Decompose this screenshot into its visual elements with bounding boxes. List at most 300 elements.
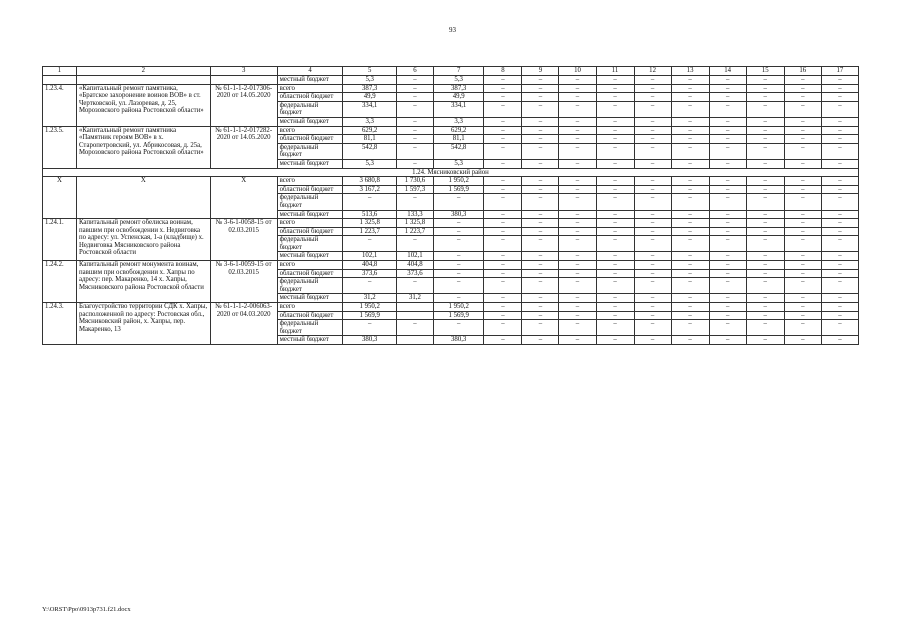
value-col-15: – bbox=[746, 84, 784, 93]
value-col-17: – bbox=[821, 303, 858, 312]
value-col-14: – bbox=[709, 126, 746, 135]
value-col-12: – bbox=[634, 278, 671, 294]
funding-source: федеральный бюджет bbox=[277, 143, 343, 159]
value-col-13: – bbox=[671, 126, 709, 135]
funding-source: областной бюджет bbox=[277, 311, 343, 320]
item-name: Капитальный ремонт обелиска воинам, павшим при освобождении х. Недвиговка по адресу: ул. Успенская, 1-а (кладбище) х. Недвиговка Мясниковского района Ростовской области bbox=[76, 219, 210, 261]
value-col-17: – bbox=[821, 236, 858, 252]
value-col-10: – bbox=[559, 227, 596, 236]
value-col-12: – bbox=[634, 261, 671, 270]
value-col-9: – bbox=[522, 93, 559, 102]
value-col-5: 542,8 bbox=[343, 143, 397, 159]
value-col-11: – bbox=[596, 227, 634, 236]
funding-source: областной бюджет bbox=[277, 185, 343, 194]
value-col-10: – bbox=[559, 210, 596, 219]
value-col-17: – bbox=[821, 252, 858, 261]
table-row bbox=[43, 84, 859, 93]
value-col-6: – bbox=[396, 135, 433, 144]
value-col-11: – bbox=[596, 252, 634, 261]
value-col-16: – bbox=[784, 219, 821, 228]
value-col-5: 81,1 bbox=[343, 135, 397, 144]
value-col-17: – bbox=[821, 194, 858, 210]
value-col-10: – bbox=[559, 320, 596, 336]
value-col-16: – bbox=[784, 303, 821, 312]
item-document: № 61-1-1-2-017306-2020 от 14.05.2020 bbox=[210, 84, 277, 126]
funding-source: федеральный бюджет bbox=[277, 236, 343, 252]
value-col-6 bbox=[396, 336, 433, 345]
value-col-11: – bbox=[596, 294, 634, 303]
section-title: 1.24. Мясниковский район bbox=[43, 168, 859, 177]
funding-source: местный бюджет bbox=[277, 336, 343, 345]
value-col-6: 31,2 bbox=[396, 294, 433, 303]
value-col-13: – bbox=[671, 159, 709, 168]
value-col-5: 629,2 bbox=[343, 126, 397, 135]
item-document: № 61-1-1-2-017282-2020 от 14.05.2020 bbox=[210, 126, 277, 168]
value-col-7: 334,1 bbox=[433, 101, 483, 117]
budget-table bbox=[42, 66, 859, 345]
value-col-9: – bbox=[522, 84, 559, 93]
value-col-12: – bbox=[634, 101, 671, 117]
column-header: 7 bbox=[433, 67, 483, 76]
funding-source: местный бюджет bbox=[277, 294, 343, 303]
value-col-16: – bbox=[784, 126, 821, 135]
value-col-6: 133,3 bbox=[396, 210, 433, 219]
value-col-15: – bbox=[746, 320, 784, 336]
funding-source: всего bbox=[277, 84, 343, 93]
funding-source: всего bbox=[277, 303, 343, 312]
value-col-11: – bbox=[596, 185, 634, 194]
value-col-15: – bbox=[746, 269, 784, 278]
value-col-14: – bbox=[709, 236, 746, 252]
column-header: 17 bbox=[821, 67, 858, 76]
table-row bbox=[43, 219, 859, 228]
value-col-9: – bbox=[522, 278, 559, 294]
value-col-11: – bbox=[596, 135, 634, 144]
value-col-6: 1 597,3 bbox=[396, 185, 433, 194]
value-col-9: – bbox=[522, 269, 559, 278]
value-col-5: – bbox=[343, 320, 397, 336]
value-col-17: – bbox=[821, 84, 858, 93]
value-col-8: – bbox=[484, 101, 522, 117]
table-row bbox=[43, 177, 859, 186]
value-col-8: – bbox=[484, 252, 522, 261]
value-col-13: – bbox=[671, 177, 709, 186]
value-col-7: – bbox=[433, 236, 483, 252]
funding-source: областной бюджет bbox=[277, 93, 343, 102]
value-col-16: – bbox=[784, 227, 821, 236]
value-col-7: – bbox=[433, 278, 483, 294]
value-col-6: 1 325,8 bbox=[396, 219, 433, 228]
value-col-5: 513,6 bbox=[343, 210, 397, 219]
value-col-8: – bbox=[484, 236, 522, 252]
value-col-15: – bbox=[746, 143, 784, 159]
value-col-11: – bbox=[596, 177, 634, 186]
funding-source: всего bbox=[277, 261, 343, 270]
value-col-13: – bbox=[671, 117, 709, 126]
value-col-14: – bbox=[709, 320, 746, 336]
value-col-5: – bbox=[343, 194, 397, 210]
value-col-15: – bbox=[746, 219, 784, 228]
value-col-9: – bbox=[522, 210, 559, 219]
empty-cell bbox=[76, 76, 210, 85]
value-col-12: – bbox=[634, 252, 671, 261]
item-name: «Капитальный ремонт памятника «Памятник героям ВОВ» в х. Старопетровский, ул. Абрикосовая, д. 25а, Морозовского района Ростовской области» bbox=[76, 126, 210, 168]
item-name: Х bbox=[76, 177, 210, 219]
value-col-7: 5,3 bbox=[433, 76, 483, 85]
item-name: Капитальный ремонт монумента воинам, павшим при освобождении х. Хапры по адресу: пер. Макаренко, 14 х. Хапры, Мясниковского района Ростовской области bbox=[76, 261, 210, 303]
value-col-12: – bbox=[634, 76, 671, 85]
value-col-5: 3 680,8 bbox=[343, 177, 397, 186]
value-col-17: – bbox=[821, 294, 858, 303]
value-col-15: – bbox=[746, 303, 784, 312]
value-col-15: – bbox=[746, 159, 784, 168]
column-header: 12 bbox=[634, 67, 671, 76]
funding-source: федеральный бюджет bbox=[277, 278, 343, 294]
value-col-6: 1 223,7 bbox=[396, 227, 433, 236]
empty-cell bbox=[43, 76, 77, 85]
funding-source: областной бюджет bbox=[277, 227, 343, 236]
value-col-10: – bbox=[559, 93, 596, 102]
value-col-7: 1 950,2 bbox=[433, 303, 483, 312]
value-col-12: – bbox=[634, 93, 671, 102]
value-col-14: – bbox=[709, 269, 746, 278]
funding-source: местный бюджет bbox=[277, 76, 343, 85]
value-col-15: – bbox=[746, 135, 784, 144]
value-col-14: – bbox=[709, 93, 746, 102]
value-col-5: 1 950,2 bbox=[343, 303, 397, 312]
value-col-8: – bbox=[484, 126, 522, 135]
value-col-15: – bbox=[746, 294, 784, 303]
value-col-14: – bbox=[709, 143, 746, 159]
value-col-15: – bbox=[746, 177, 784, 186]
value-col-17: – bbox=[821, 76, 858, 85]
value-col-10: – bbox=[559, 194, 596, 210]
value-col-16: – bbox=[784, 320, 821, 336]
value-col-13: – bbox=[671, 227, 709, 236]
funding-source: областной бюджет bbox=[277, 269, 343, 278]
value-col-11: – bbox=[596, 236, 634, 252]
value-col-16: – bbox=[784, 311, 821, 320]
value-col-15: – bbox=[746, 311, 784, 320]
value-col-14: – bbox=[709, 185, 746, 194]
value-col-8: – bbox=[484, 336, 522, 345]
value-col-6: 404,8 bbox=[396, 261, 433, 270]
value-col-8: – bbox=[484, 219, 522, 228]
value-col-14: – bbox=[709, 252, 746, 261]
value-col-8: – bbox=[484, 93, 522, 102]
value-col-9: – bbox=[522, 76, 559, 85]
value-col-6: – bbox=[396, 84, 433, 93]
value-col-6: – bbox=[396, 93, 433, 102]
value-col-12: – bbox=[634, 294, 671, 303]
value-col-16: – bbox=[784, 185, 821, 194]
header-row bbox=[43, 67, 859, 76]
value-col-7: 542,8 bbox=[433, 143, 483, 159]
value-col-7: 380,3 bbox=[433, 336, 483, 345]
value-col-9: – bbox=[522, 117, 559, 126]
item-name: «Капитальный ремонт памятника, «Братское захоронение воинов ВОВ» в ст. Чертковской, ул. Лазоревая, д. 25, Морозовского района Ростовской области» bbox=[76, 84, 210, 126]
value-col-16: – bbox=[784, 252, 821, 261]
value-col-12: – bbox=[634, 236, 671, 252]
value-col-13: – bbox=[671, 101, 709, 117]
value-col-14: – bbox=[709, 117, 746, 126]
value-col-10: – bbox=[559, 76, 596, 85]
value-col-5: 387,3 bbox=[343, 84, 397, 93]
value-col-10: – bbox=[559, 269, 596, 278]
value-col-14: – bbox=[709, 194, 746, 210]
value-col-6: – bbox=[396, 194, 433, 210]
funding-source: областной бюджет bbox=[277, 135, 343, 144]
value-col-12: – bbox=[634, 159, 671, 168]
value-col-12: – bbox=[634, 311, 671, 320]
value-col-12: – bbox=[634, 177, 671, 186]
value-col-10: – bbox=[559, 294, 596, 303]
value-col-13: – bbox=[671, 143, 709, 159]
value-col-7: – bbox=[433, 194, 483, 210]
value-col-10: – bbox=[559, 159, 596, 168]
value-col-10: – bbox=[559, 303, 596, 312]
value-col-5: – bbox=[343, 278, 397, 294]
value-col-5: 3 167,2 bbox=[343, 185, 397, 194]
footer-file-path: Y:\ORST\Ppo\0913p731.f21.docx bbox=[42, 606, 131, 613]
value-col-8: – bbox=[484, 143, 522, 159]
value-col-6: – bbox=[396, 320, 433, 336]
value-col-17: – bbox=[821, 261, 858, 270]
item-number: 1.24.2. bbox=[43, 261, 77, 303]
value-col-11: – bbox=[596, 126, 634, 135]
value-col-13: – bbox=[671, 135, 709, 144]
item-number: Х bbox=[43, 177, 77, 219]
value-col-6: – bbox=[396, 117, 433, 126]
value-col-11: – bbox=[596, 261, 634, 270]
value-col-14: – bbox=[709, 177, 746, 186]
value-col-11: – bbox=[596, 269, 634, 278]
value-col-17: – bbox=[821, 143, 858, 159]
value-col-5: 1 569,9 bbox=[343, 311, 397, 320]
value-col-10: – bbox=[559, 117, 596, 126]
value-col-13: – bbox=[671, 219, 709, 228]
value-col-8: – bbox=[484, 210, 522, 219]
value-col-15: – bbox=[746, 261, 784, 270]
value-col-6: 1 730,6 bbox=[396, 177, 433, 186]
column-header: 13 bbox=[671, 67, 709, 76]
value-col-10: – bbox=[559, 101, 596, 117]
value-col-13: – bbox=[671, 269, 709, 278]
value-col-6: – bbox=[396, 143, 433, 159]
value-col-17: – bbox=[821, 185, 858, 194]
value-col-17: – bbox=[821, 320, 858, 336]
column-header: 5 bbox=[343, 67, 397, 76]
value-col-8: – bbox=[484, 76, 522, 85]
funding-source: всего bbox=[277, 177, 343, 186]
value-col-13: – bbox=[671, 185, 709, 194]
value-col-17: – bbox=[821, 210, 858, 219]
value-col-11: – bbox=[596, 336, 634, 345]
value-col-9: – bbox=[522, 219, 559, 228]
value-col-17: – bbox=[821, 278, 858, 294]
value-col-15: – bbox=[746, 227, 784, 236]
value-col-5: 404,8 bbox=[343, 261, 397, 270]
section-row bbox=[43, 168, 859, 177]
value-col-11: – bbox=[596, 303, 634, 312]
item-number: 1.23.4. bbox=[43, 84, 77, 126]
value-col-13: – bbox=[671, 76, 709, 85]
value-col-8: – bbox=[484, 294, 522, 303]
value-col-6 bbox=[396, 311, 433, 320]
value-col-9: – bbox=[522, 294, 559, 303]
value-col-6: – bbox=[396, 76, 433, 85]
value-col-13: – bbox=[671, 84, 709, 93]
value-col-7: – bbox=[433, 320, 483, 336]
value-col-16: – bbox=[784, 194, 821, 210]
value-col-11: – bbox=[596, 194, 634, 210]
table-row bbox=[43, 303, 859, 312]
item-document: № 61-1-1-2-006063-2020 от 04.03.2020 bbox=[210, 303, 277, 345]
value-col-7: – bbox=[433, 252, 483, 261]
value-col-6 bbox=[396, 303, 433, 312]
item-document: Х bbox=[210, 177, 277, 219]
value-col-11: – bbox=[596, 117, 634, 126]
value-col-15: – bbox=[746, 194, 784, 210]
value-col-8: – bbox=[484, 135, 522, 144]
value-col-7: – bbox=[433, 219, 483, 228]
value-col-7: 49,9 bbox=[433, 93, 483, 102]
value-col-10: – bbox=[559, 126, 596, 135]
value-col-13: – bbox=[671, 311, 709, 320]
value-col-11: – bbox=[596, 219, 634, 228]
value-col-17: – bbox=[821, 227, 858, 236]
value-col-10: – bbox=[559, 336, 596, 345]
column-header: 2 bbox=[76, 67, 210, 76]
value-col-16: – bbox=[784, 236, 821, 252]
value-col-11: – bbox=[596, 210, 634, 219]
value-col-9: – bbox=[522, 126, 559, 135]
value-col-12: – bbox=[634, 126, 671, 135]
value-col-15: – bbox=[746, 126, 784, 135]
value-col-7: – bbox=[433, 227, 483, 236]
column-header: 16 bbox=[784, 67, 821, 76]
value-col-7: 1 950,2 bbox=[433, 177, 483, 186]
value-col-9: – bbox=[522, 320, 559, 336]
funding-source: федеральный бюджет bbox=[277, 101, 343, 117]
item-name: Благоустройство территории СДК х. Хапры, расположенной по адресу: Ростовская обл., Мясниковский район, х. Хапры, пер. Макаренко, 13 bbox=[76, 303, 210, 345]
column-header: 4 bbox=[277, 67, 343, 76]
table-row bbox=[43, 261, 859, 270]
value-col-7: – bbox=[433, 294, 483, 303]
value-col-12: – bbox=[634, 194, 671, 210]
value-col-14: – bbox=[709, 336, 746, 345]
value-col-11: – bbox=[596, 311, 634, 320]
value-col-10: – bbox=[559, 177, 596, 186]
value-col-13: – bbox=[671, 320, 709, 336]
value-col-7: 81,1 bbox=[433, 135, 483, 144]
value-col-17: – bbox=[821, 219, 858, 228]
value-col-9: – bbox=[522, 185, 559, 194]
value-col-16: – bbox=[784, 93, 821, 102]
value-col-5: 373,6 bbox=[343, 269, 397, 278]
value-col-11: – bbox=[596, 93, 634, 102]
value-col-15: – bbox=[746, 278, 784, 294]
value-col-16: – bbox=[784, 278, 821, 294]
column-header: 10 bbox=[559, 67, 596, 76]
value-col-6: – bbox=[396, 278, 433, 294]
value-col-8: – bbox=[484, 320, 522, 336]
column-header: 9 bbox=[522, 67, 559, 76]
value-col-13: – bbox=[671, 210, 709, 219]
value-col-6: – bbox=[396, 101, 433, 117]
value-col-9: – bbox=[522, 135, 559, 144]
value-col-8: – bbox=[484, 311, 522, 320]
value-col-14: – bbox=[709, 227, 746, 236]
value-col-15: – bbox=[746, 210, 784, 219]
value-col-14: – bbox=[709, 311, 746, 320]
value-col-17: – bbox=[821, 336, 858, 345]
value-col-6: – bbox=[396, 159, 433, 168]
column-header: 11 bbox=[596, 67, 634, 76]
value-col-11: – bbox=[596, 84, 634, 93]
item-number: 1.23.5. bbox=[43, 126, 77, 168]
value-col-17: – bbox=[821, 117, 858, 126]
value-col-15: – bbox=[746, 93, 784, 102]
value-col-7: 1 569,9 bbox=[433, 311, 483, 320]
empty-cell bbox=[210, 76, 277, 85]
value-col-5: 1 325,8 bbox=[343, 219, 397, 228]
value-col-16: – bbox=[784, 76, 821, 85]
value-col-16: – bbox=[784, 210, 821, 219]
value-col-15: – bbox=[746, 336, 784, 345]
funding-source: всего bbox=[277, 126, 343, 135]
value-col-13: – bbox=[671, 194, 709, 210]
value-col-15: – bbox=[746, 117, 784, 126]
value-col-10: – bbox=[559, 185, 596, 194]
value-col-8: – bbox=[484, 278, 522, 294]
value-col-11: – bbox=[596, 76, 634, 85]
value-col-9: – bbox=[522, 252, 559, 261]
value-col-7: 387,3 bbox=[433, 84, 483, 93]
value-col-8: – bbox=[484, 159, 522, 168]
value-col-13: – bbox=[671, 294, 709, 303]
value-col-10: – bbox=[559, 278, 596, 294]
column-header: 8 bbox=[484, 67, 522, 76]
value-col-6: 373,6 bbox=[396, 269, 433, 278]
value-col-8: – bbox=[484, 261, 522, 270]
column-header: 15 bbox=[746, 67, 784, 76]
value-col-12: – bbox=[634, 185, 671, 194]
value-col-13: – bbox=[671, 336, 709, 345]
value-col-5: – bbox=[343, 236, 397, 252]
item-document: № 3-6-1-0058-15 от 02.03.2015 bbox=[210, 219, 277, 261]
value-col-16: – bbox=[784, 177, 821, 186]
value-col-10: – bbox=[559, 261, 596, 270]
value-col-12: – bbox=[634, 320, 671, 336]
column-header: 3 bbox=[210, 67, 277, 76]
value-col-17: – bbox=[821, 101, 858, 117]
value-col-16: – bbox=[784, 336, 821, 345]
value-col-14: – bbox=[709, 303, 746, 312]
value-col-15: – bbox=[746, 185, 784, 194]
value-col-14: – bbox=[709, 210, 746, 219]
value-col-16: – bbox=[784, 159, 821, 168]
value-col-7: 5,3 bbox=[433, 159, 483, 168]
value-col-17: – bbox=[821, 177, 858, 186]
table-row bbox=[43, 76, 859, 85]
value-col-11: – bbox=[596, 159, 634, 168]
value-col-9: – bbox=[522, 261, 559, 270]
value-col-10: – bbox=[559, 219, 596, 228]
value-col-17: – bbox=[821, 311, 858, 320]
value-col-9: – bbox=[522, 227, 559, 236]
value-col-10: – bbox=[559, 236, 596, 252]
